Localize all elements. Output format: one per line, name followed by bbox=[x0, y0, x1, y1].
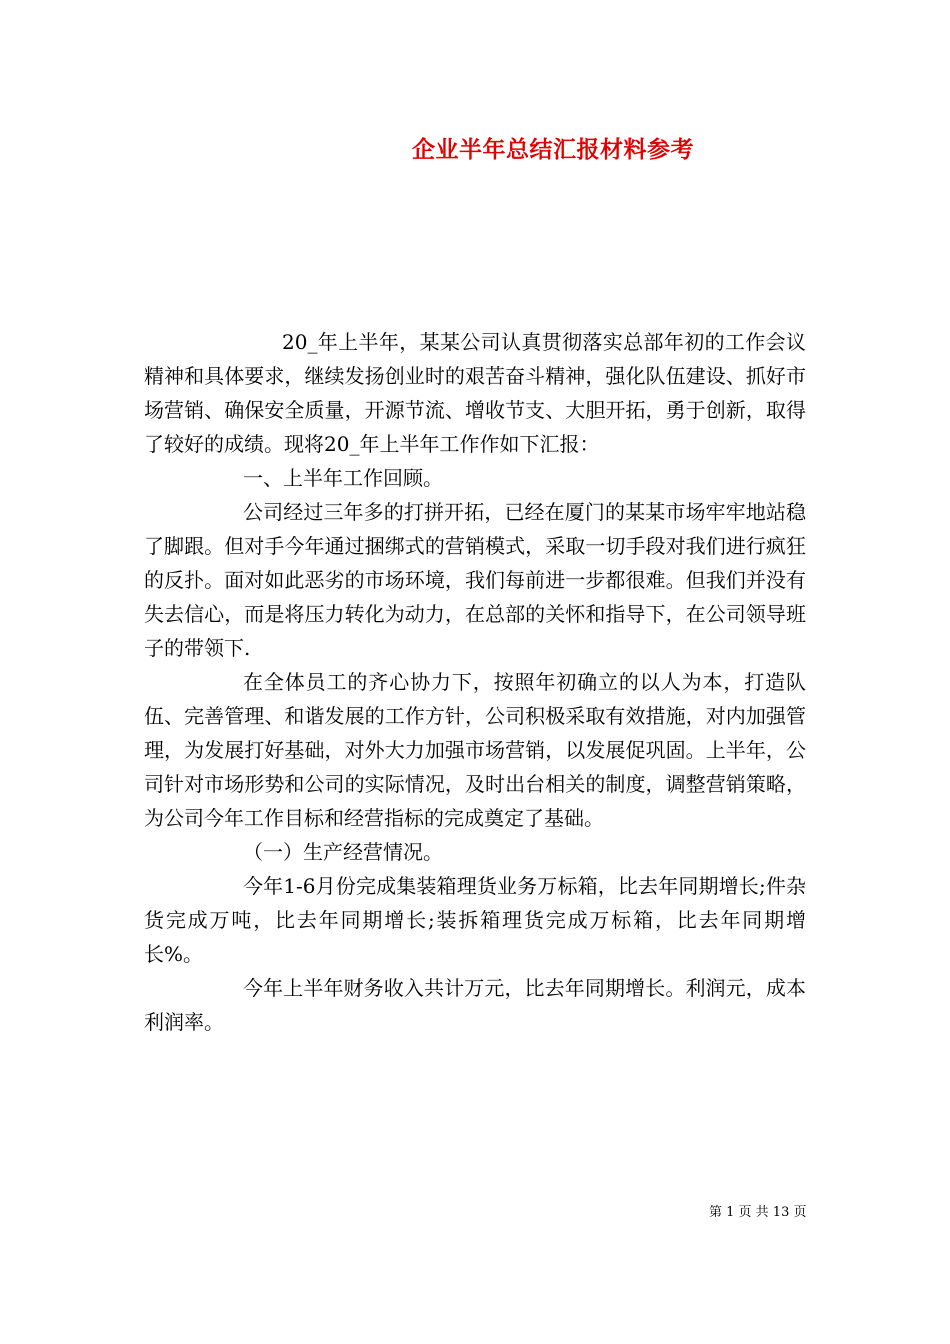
subsection-heading-operations: （一）生产经营情况。 bbox=[243, 840, 443, 864]
paragraph-market: 公司经过三年多的打拼开拓，已经在厦门的某某市场牢牢地站稳了脚跟。但对手今年通过捆绑式的营销模式，采取一切手段对我们进行疯狂的反扑。面对如此恶劣的市场环境，我们每前进一步都很难。但我们并没有失去信心，而是将压力转化为动力，在总部的关怀和指导下，在公司领导班子的带领下. bbox=[144, 500, 806, 660]
paragraph-staff: 在全体员工的齐心协力下，按照年初确立的以人为本，打造队伍、完善管理、和谐发展的工作方针，公司积极采取有效措施，对内加强管理，为发展打好基础，对外大力加强市场营销，以发展促巩固。上半年，公司针对市场形势和公司的实际情况，及时出台相关的制度，调整营销策略，为公司今年工作目标和经营指标的完成奠定了基础。 bbox=[144, 670, 806, 830]
page-number-footer: 第 1 页 共 13 页 bbox=[709, 1205, 807, 1220]
paragraph-production: 今年1-6月份完成集装箱理货业务万标箱，比去年同期增长;件杂货完成万吨，比去年同期增长;装拆箱理货完成万标箱，比去年同期增长%。 bbox=[144, 874, 806, 966]
paragraph-finance: 今年上半年财务收入共计万元，比去年同期增长。利润元，成本利润率。 bbox=[144, 976, 806, 1034]
paragraph-intro: 20_年上半年，某某公司认真贯彻落实总部年初的工作会议精神和具体要求，继续发扬创业时的艰苦奋斗精神，强化队伍建设、抓好市场营销、确保安全质量，开源节流、增收节支、大胆开拓，勇于创新，取得了较好的成绩。现将20_年上半年工作作如下汇报： bbox=[144, 330, 806, 456]
section-heading-review: 一、上半年工作回顾。 bbox=[243, 466, 443, 490]
document-title: 企业半年总结汇报材料参考 bbox=[412, 136, 694, 163]
document-body bbox=[144, 325, 806, 1039]
